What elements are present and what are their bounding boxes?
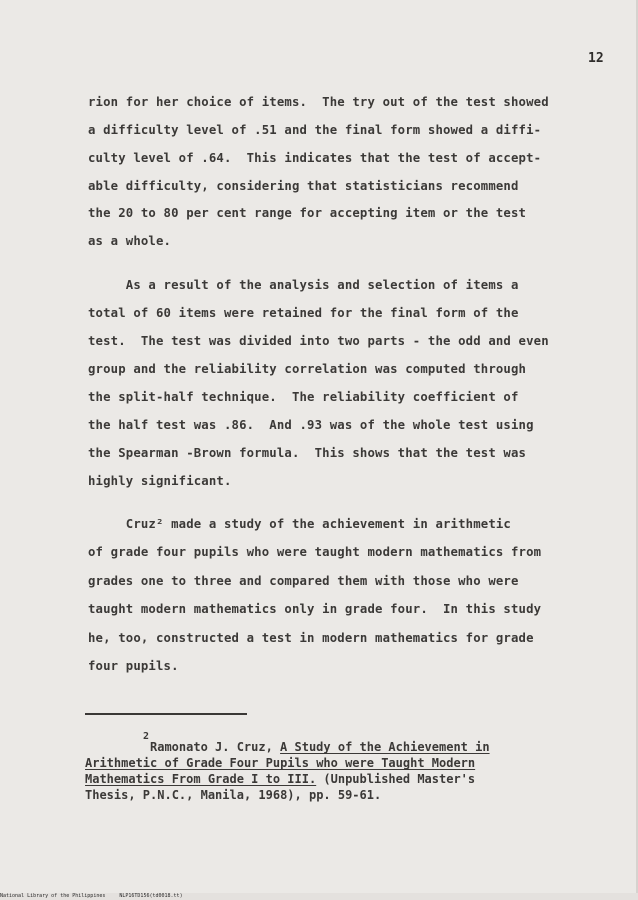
text-line: of grade four pupils who were taught modern mathematics from [88, 545, 542, 559]
scan-footer [0, 893, 638, 900]
footnote-line: Thesis, P.N.C., Manila, 1968), pp. 59-61. [85, 788, 382, 802]
text-line: culty level of .64. This indicates that the test of accept- [88, 151, 542, 165]
footnote-title: Mathematics From Grade I to III. [85, 772, 317, 786]
footnote-line [150, 740, 490, 754]
page-number: 12 [588, 51, 604, 66]
footnote-divider [85, 713, 247, 715]
footnote-marker: 2 [143, 731, 150, 742]
text-line: group and the reliability correlation was computed through [88, 362, 527, 376]
text-line: the half test was .86. And .93 was of the whole test using [88, 418, 534, 432]
text-line: the split-half technique. The reliability coefficient of [88, 390, 519, 404]
footnote-line [85, 756, 475, 770]
text-line: he, too, constructed a test in modern mathematics for grade [88, 631, 534, 645]
text-line: total of 60 items were retained for the final form of the [88, 306, 519, 320]
text-line: the Spearman -Brown formula. This shows that the test was [88, 446, 527, 460]
text-line: taught modern mathematics only in grade four. In this study [88, 602, 542, 616]
text-line: Cruz² made a study of the achievement in arithmetic [88, 517, 511, 531]
text-line: a difficulty level of .51 and the final form showed a diffi- [88, 123, 542, 137]
footnote-title: Arithmetic of Grade Four Pupils who were Taught Modern [85, 756, 476, 770]
footer-code: NLP16TD156(td0018.tt) [119, 893, 183, 899]
footnote-note: (Unpublished Master's [316, 772, 476, 786]
footnote-title: A Study of the Achievement in [280, 740, 490, 754]
text-line: as a whole. [88, 234, 172, 248]
text-line: grades one to three and compared them with those who were [88, 574, 519, 588]
footnote-line [85, 772, 475, 786]
text-line: the 20 to 80 per cent range for accepting item or the test [88, 206, 527, 220]
text-line: As a result of the analysis and selection of items a [88, 278, 519, 292]
text-line: test. The test was divided into two parts - the odd and even [88, 334, 549, 348]
footer-library: National Library of the Philippines [0, 893, 106, 899]
text-line: four pupils. [88, 659, 179, 673]
text-line: able difficulty, considering that statisticians recommend [88, 179, 519, 193]
footnote-author: Ramonato J. Cruz, [150, 740, 281, 754]
text-line: highly significant. [88, 474, 232, 488]
text-line: rion for her choice of items. The try out of the test showed [88, 95, 549, 109]
